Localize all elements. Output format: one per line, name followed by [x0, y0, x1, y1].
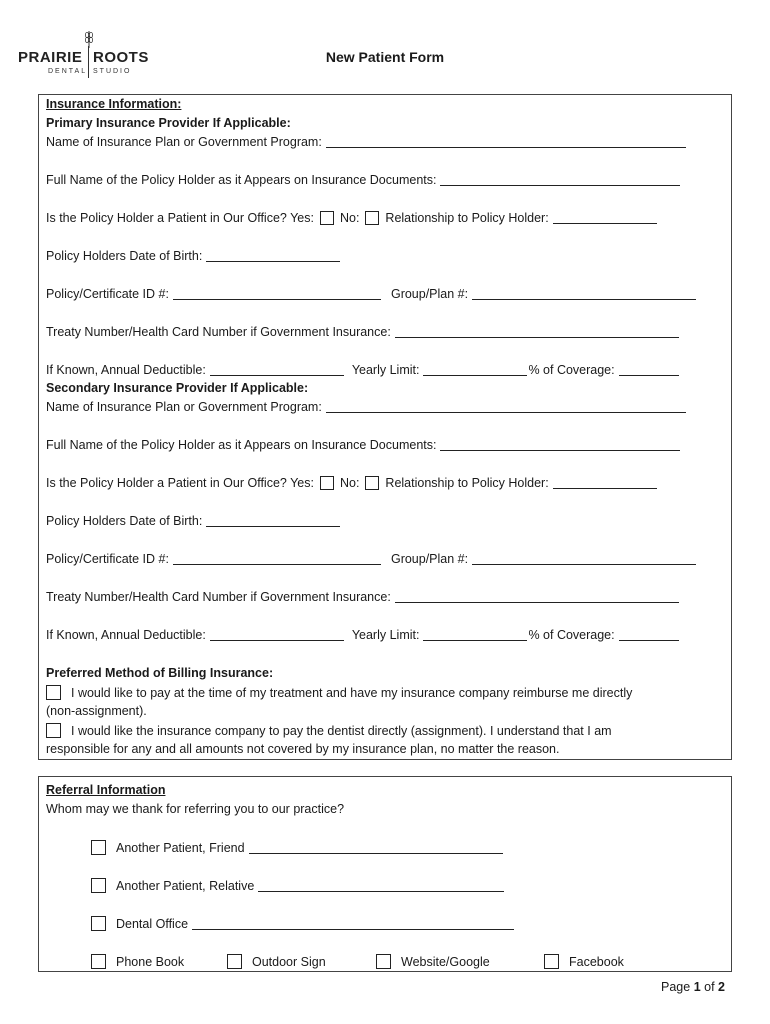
- secondary-yes-checkbox[interactable]: [320, 476, 334, 490]
- primary-yearly-field[interactable]: [423, 363, 527, 376]
- insurance-section: [38, 94, 732, 760]
- referral-relative-row: [91, 878, 504, 893]
- secondary-deductible-field[interactable]: [210, 628, 344, 641]
- logo-sub-left: DENTAL: [48, 68, 88, 75]
- billing-option1-checkbox[interactable]: [46, 685, 61, 700]
- primary-deductible-row: [46, 363, 679, 377]
- secondary-treaty-field[interactable]: [395, 590, 679, 603]
- secondary-relationship-label: Relationship to Policy Holder:: [385, 476, 549, 490]
- referral-relative-label: Another Patient, Relative: [116, 879, 255, 893]
- primary-no-checkbox[interactable]: [365, 211, 379, 225]
- primary-treaty-label: Treaty Number/Health Card Number if Government Insurance:: [46, 325, 391, 339]
- primary-policy-field[interactable]: [173, 287, 381, 300]
- secondary-deductible-label: If Known, Annual Deductible:: [46, 628, 206, 642]
- primary-coverage-field[interactable]: [619, 363, 679, 376]
- secondary-policy-row: [46, 552, 696, 566]
- primary-group-field[interactable]: [472, 287, 696, 300]
- primary-no-label: No:: [339, 211, 360, 225]
- referral-sign-checkbox[interactable]: [227, 954, 242, 969]
- referral-dental-checkbox[interactable]: [91, 916, 106, 931]
- secondary-yearly-field[interactable]: [423, 628, 527, 641]
- primary-treaty-row: [46, 325, 679, 339]
- referral-website-label: Website/Google: [401, 955, 490, 969]
- referral-dental-field[interactable]: [192, 917, 514, 930]
- primary-dob-field[interactable]: [206, 249, 340, 262]
- secondary-is-patient-row: [46, 476, 657, 490]
- primary-is-patient-label: Is the Policy Holder a Patient in Our Office? Yes:: [46, 211, 314, 225]
- secondary-coverage-label: % of Coverage:: [528, 628, 615, 642]
- secondary-dob-label: Policy Holders Date of Birth:: [46, 514, 203, 528]
- secondary-holder-label: Full Name of the Policy Holder as it Appears on Insurance Documents:: [46, 438, 437, 452]
- secondary-dob-field[interactable]: [206, 514, 340, 527]
- referral-question: Whom may we thank for referring you to our practice?: [46, 802, 345, 816]
- referral-dental-row: [91, 916, 514, 931]
- referral-facebook-label: Facebook: [569, 955, 624, 969]
- of-word: of: [704, 980, 715, 994]
- primary-holder-label: Full Name of the Policy Holder as it Appears on Insurance Documents:: [46, 173, 437, 187]
- page-number: 1: [693, 980, 701, 994]
- referral-sign-label: Outdoor Sign: [252, 955, 326, 969]
- referral-friend-label: Another Patient, Friend: [116, 841, 245, 855]
- secondary-holder-row: [46, 438, 680, 452]
- secondary-no-label: No:: [339, 476, 360, 490]
- primary-group-label: Group/Plan #:: [390, 287, 469, 301]
- billing-option2-row: [46, 723, 612, 738]
- wheat-icon: [82, 30, 96, 48]
- referral-friend-field[interactable]: [249, 841, 503, 854]
- referral-website-checkbox[interactable]: [376, 954, 391, 969]
- primary-holder-row: [46, 173, 680, 187]
- primary-deductible-label: If Known, Annual Deductible:: [46, 363, 206, 377]
- page-indicator: [661, 980, 725, 994]
- logo-sub-right: STUDIO: [93, 68, 132, 75]
- billing-option1-row: [46, 685, 632, 700]
- logo-text-left: PRAIRIE: [18, 49, 83, 66]
- primary-plan-row: [46, 135, 686, 149]
- primary-plan-field[interactable]: [326, 135, 686, 148]
- page-word: Page: [661, 980, 691, 994]
- primary-heading: Primary Insurance Provider If Applicable:: [46, 116, 291, 130]
- page-title: New Patient Form: [325, 49, 445, 65]
- billing-option1-cont: (non-assignment).: [46, 704, 147, 718]
- logo-text-right: ROOTS: [93, 49, 149, 66]
- primary-relationship-field[interactable]: [553, 211, 657, 224]
- referral-relative-field[interactable]: [258, 879, 504, 892]
- primary-deductible-field[interactable]: [210, 363, 344, 376]
- secondary-group-field[interactable]: [472, 552, 696, 565]
- secondary-dob-row: [46, 514, 340, 528]
- primary-plan-label: Name of Insurance Plan or Government Program:: [46, 135, 322, 149]
- primary-dob-row: [46, 249, 340, 263]
- referral-facebook-checkbox[interactable]: [544, 954, 559, 969]
- secondary-yearly-label: Yearly Limit:: [351, 628, 420, 642]
- primary-policy-label: Policy/Certificate ID #:: [46, 287, 169, 301]
- secondary-coverage-field[interactable]: [619, 628, 679, 641]
- secondary-policy-field[interactable]: [173, 552, 381, 565]
- primary-treaty-field[interactable]: [395, 325, 679, 338]
- primary-relationship-label: Relationship to Policy Holder:: [385, 211, 549, 225]
- primary-yearly-label: Yearly Limit:: [351, 363, 420, 377]
- referral-friend-checkbox[interactable]: [91, 840, 106, 855]
- secondary-deductible-row: [46, 628, 679, 642]
- secondary-is-patient-label: Is the Policy Holder a Patient in Our Office? Yes:: [46, 476, 314, 490]
- referral-heading: Referral Information: [46, 783, 166, 797]
- billing-option1-text: I would like to pay at the time of my treatment and have my insurance company reimburse me directly: [71, 686, 633, 700]
- billing-heading: Preferred Method of Billing Insurance:: [46, 666, 274, 680]
- secondary-relationship-field[interactable]: [553, 476, 657, 489]
- referral-phonebook-item: [91, 954, 184, 969]
- primary-dob-label: Policy Holders Date of Birth:: [46, 249, 203, 263]
- primary-is-patient-row: [46, 211, 657, 225]
- referral-sign-item: [227, 954, 326, 969]
- primary-policy-row: [46, 287, 696, 301]
- secondary-group-label: Group/Plan #:: [390, 552, 469, 566]
- referral-dental-label: Dental Office: [116, 917, 189, 931]
- insurance-heading: Insurance Information:: [46, 97, 182, 111]
- secondary-treaty-label: Treaty Number/Health Card Number if Government Insurance:: [46, 590, 391, 604]
- referral-phonebook-label: Phone Book: [116, 955, 185, 969]
- billing-option2-text: I would like the insurance company to pay the dentist directly (assignment). I understand that I am: [71, 724, 612, 738]
- secondary-heading: Secondary Insurance Provider If Applicable:: [46, 381, 309, 395]
- secondary-plan-label: Name of Insurance Plan or Government Program:: [46, 400, 322, 414]
- primary-coverage-label: % of Coverage:: [528, 363, 615, 377]
- billing-option2-checkbox[interactable]: [46, 723, 61, 738]
- page-total: 2: [718, 980, 725, 994]
- referral-website-item: [376, 954, 490, 969]
- secondary-holder-field[interactable]: [440, 438, 680, 451]
- secondary-no-checkbox[interactable]: [365, 476, 379, 490]
- secondary-plan-field[interactable]: [326, 400, 686, 413]
- secondary-plan-row: [46, 400, 686, 414]
- primary-holder-field[interactable]: [440, 173, 680, 186]
- referral-phonebook-checkbox[interactable]: [91, 954, 106, 969]
- referral-relative-checkbox[interactable]: [91, 878, 106, 893]
- referral-facebook-item: [544, 954, 624, 969]
- billing-option2-cont: responsible for any and all amounts not covered by my insurance plan, no matter the reason.: [46, 742, 560, 756]
- primary-yes-checkbox[interactable]: [320, 211, 334, 225]
- secondary-treaty-row: [46, 590, 679, 604]
- referral-friend-row: [91, 840, 503, 855]
- secondary-policy-label: Policy/Certificate ID #:: [46, 552, 169, 566]
